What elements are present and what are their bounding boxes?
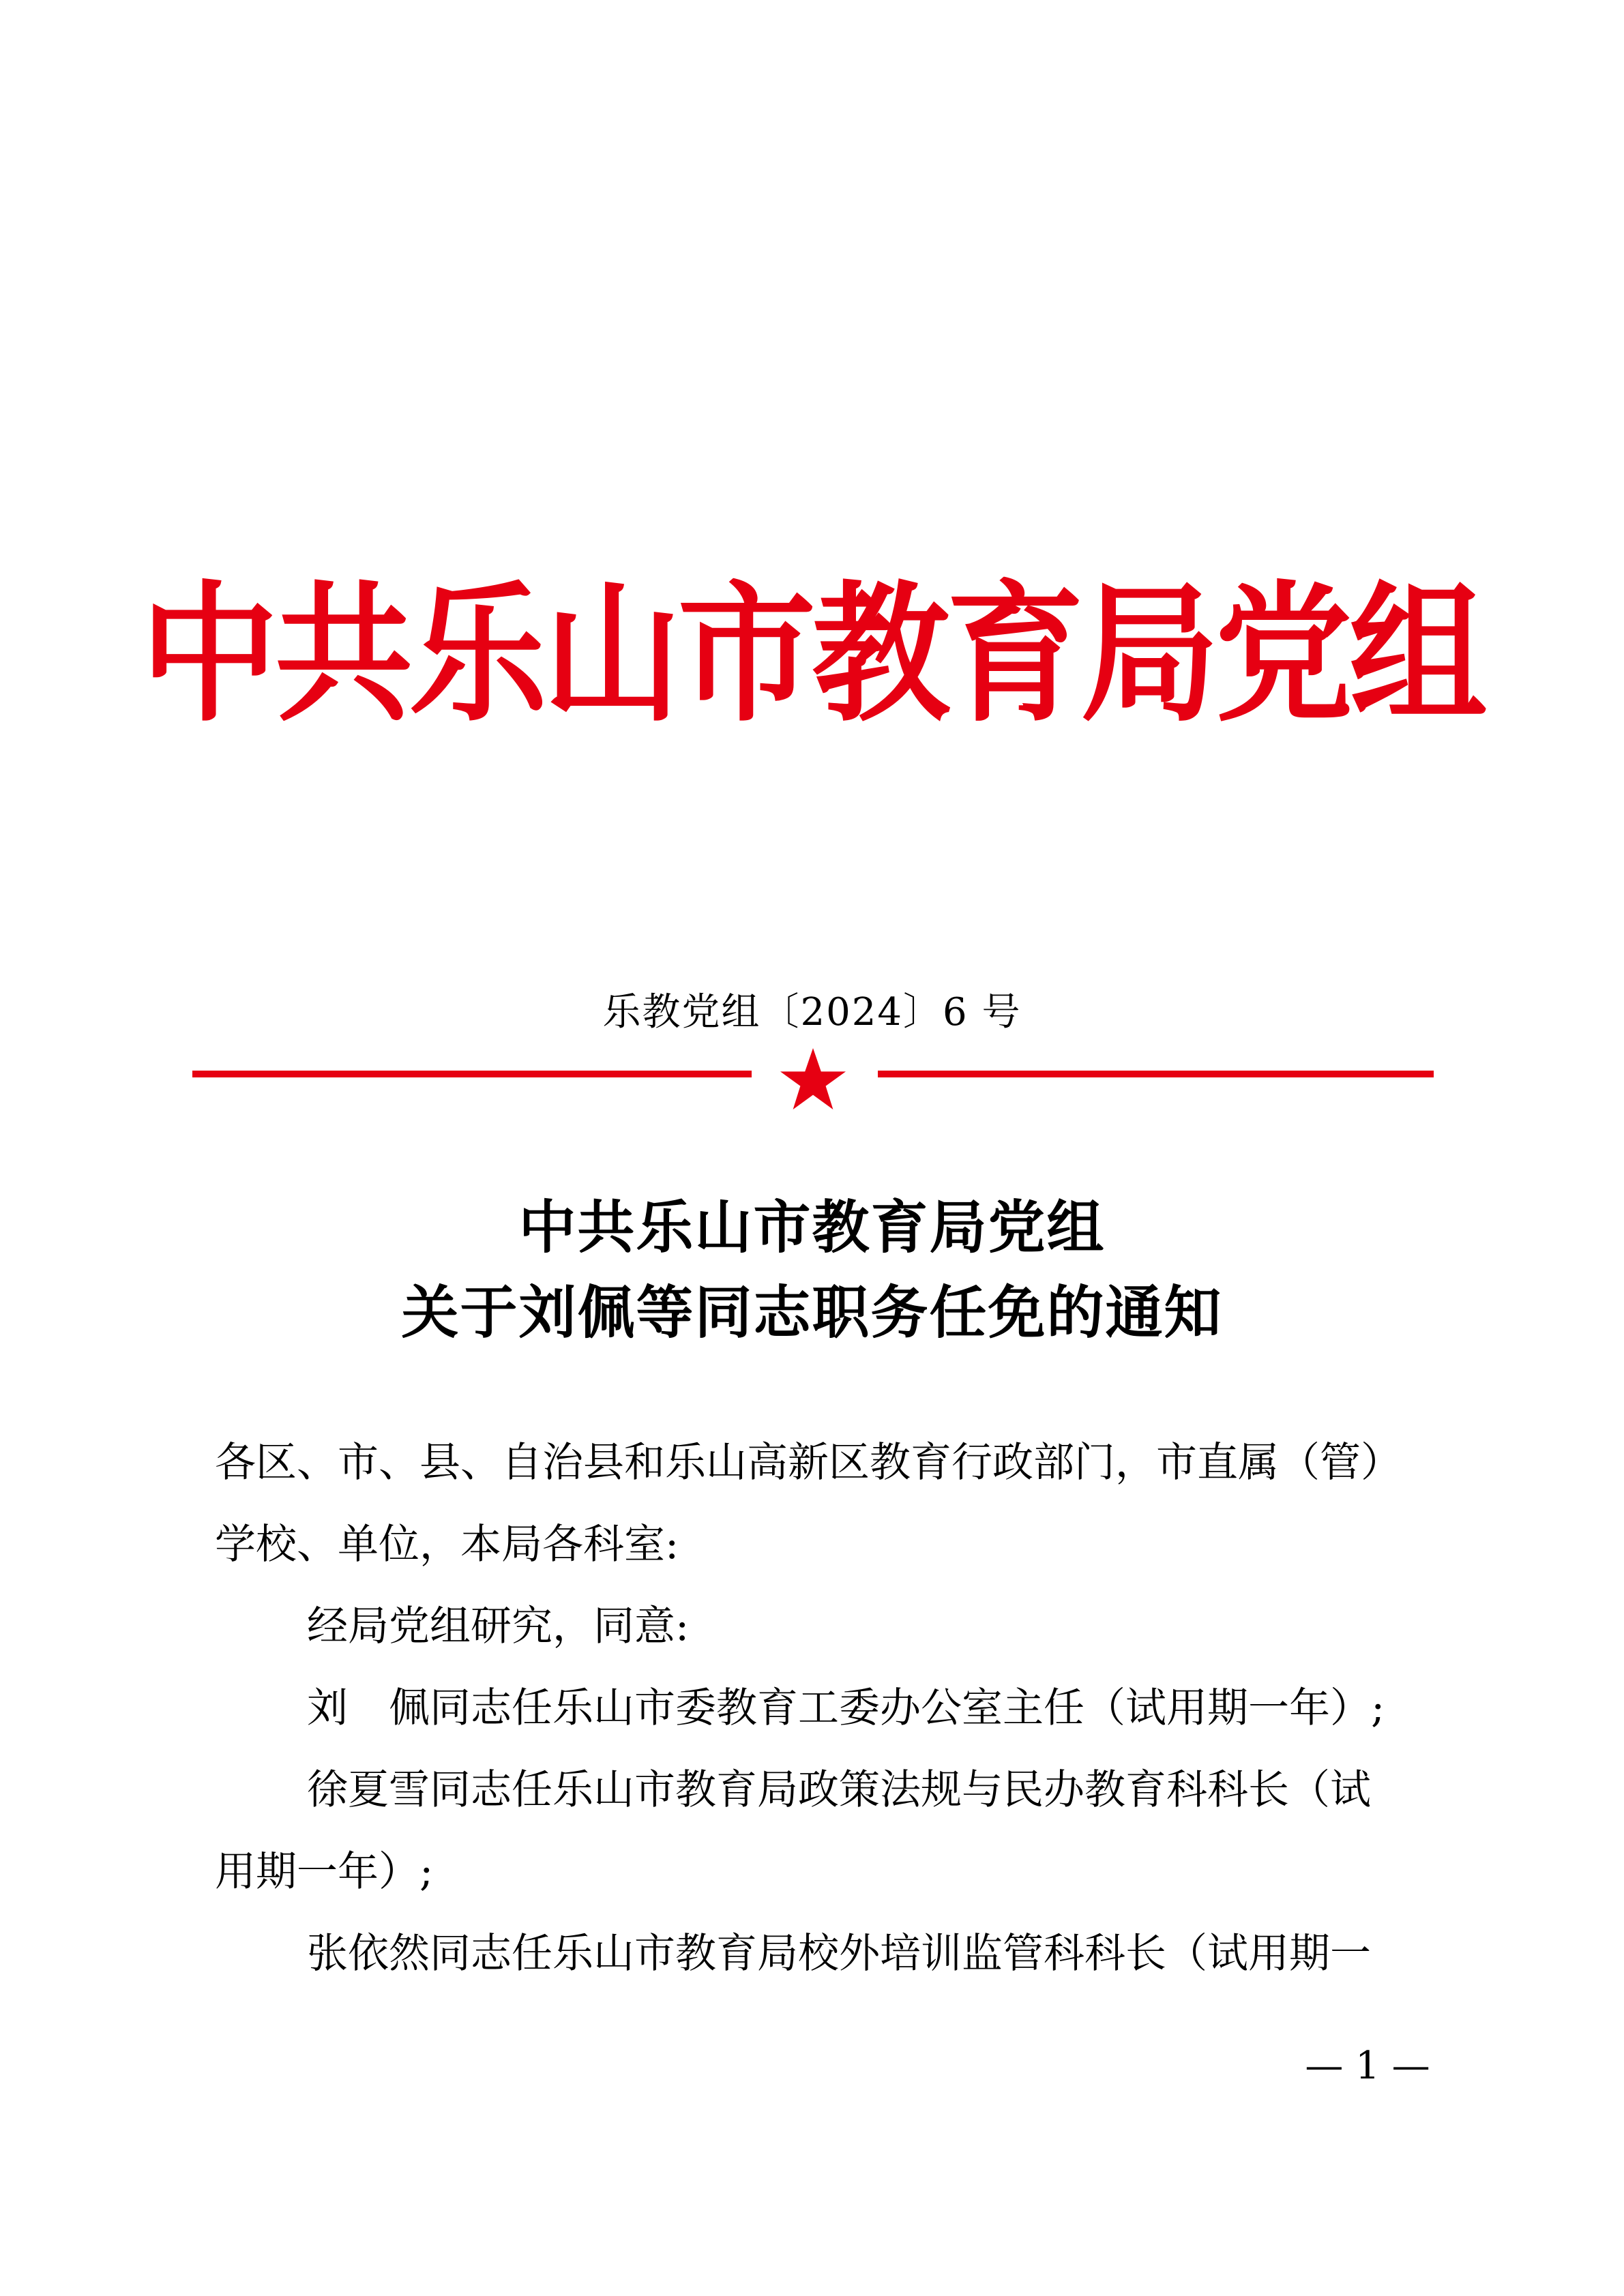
red-star-icon: [779, 1047, 847, 1112]
notice-title-line-2: 关于刘佩等同志职务任免的通知: [401, 1279, 1223, 1346]
body-line-addressee-cont: 学校、单位，本局各科室:: [215, 1521, 679, 1568]
body-line-appointment-3: 张依然同志任乐山市教育局校外培训监管科科长（试用期一: [307, 1930, 1371, 1978]
body-line-appointment-2: 徐夏雪同志任乐山市教育局政策法规与民办教育科科长（试: [307, 1766, 1371, 1814]
body-line-addressee: 各区、市、县、自治县和乐山高新区教育行政部门，市直属（管）: [215, 1439, 1402, 1487]
body-line-appointment-2-cont: 用期一年）;: [215, 1848, 434, 1896]
red-divider-left: [192, 1071, 752, 1077]
page-number: — 1 —: [1305, 2044, 1430, 2088]
document-number: 乐教党组〔2024〕6 号: [602, 990, 1022, 1034]
body-line-intro: 经局党组研究，同意:: [307, 1602, 690, 1650]
body-line-appointment-1: 刘 佩同志任乐山市委教育工委办公室主任（试用期一年）;: [307, 1684, 1385, 1732]
red-divider-right: [878, 1071, 1434, 1077]
notice-title-line-1: 中共乐山市教育局党组: [518, 1193, 1106, 1261]
masthead-title: 中共乐山市教育局党组: [141, 567, 1483, 742]
